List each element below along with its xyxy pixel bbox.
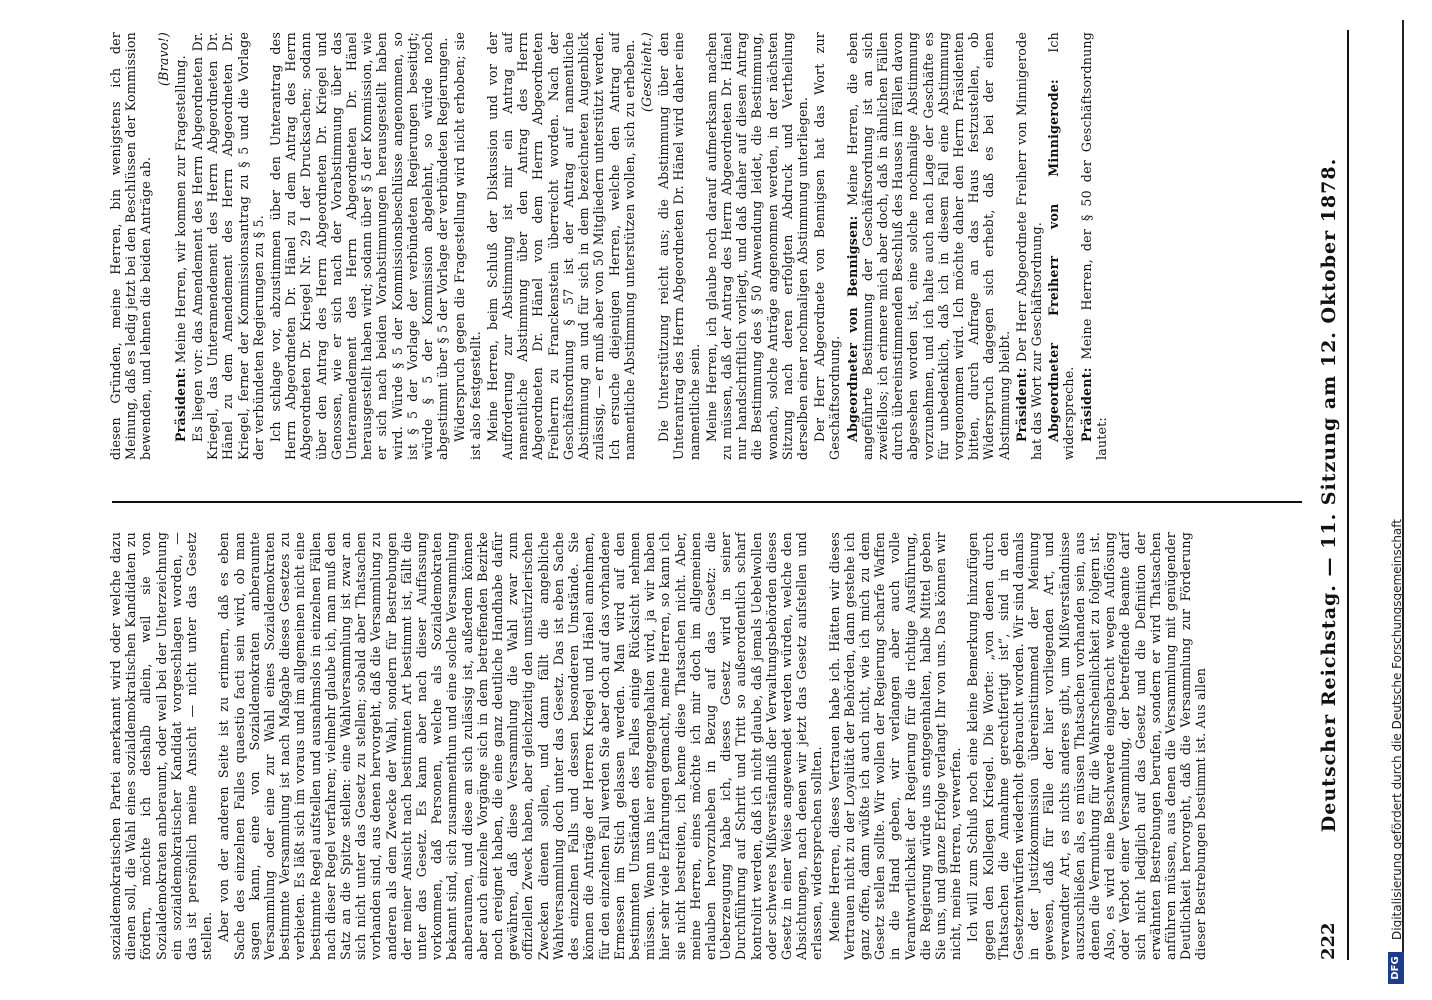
speaker-name: Präsident:	[172, 367, 188, 442]
stage-direction: (Bravo!)	[155, 32, 171, 86]
paragraph: Widerspruch gegen die Fragestellung wird nicht erhoben; sie ist also festgestellt.	[452, 32, 483, 460]
paragraph: Aber von der anderen Seite ist zu erinnern, daß es eben Sache des einzelnen Falles quaestio facti sein wird, ob man sagen kann, eine von Sozialdemokraten anberaumte Versammlung oder eine zur Wahl eines Sozialdemokraten bestimmte Versammlung ist nach Maßgabe dieses Gesetzes zu verbieten. Es läßt sich im voraus und im allgemeinen nicht eine bestimmte Regel aufstellen und ausnahmslos in einzelnen Fällen nach dieser Regel verfahren; vielmehr glaube ich, man muß den Satz an die Spitze stellen: eine Wahlversammlung ist zwar an sich nicht unter das Gesetz zu stellen; sobald aber Thatsachen vorhanden sind, aus denen hervorgeht, daß die Versammlung zu anderen als dem Zwecke der Wahl, sondern für Bestrebungen der meiner Ansicht nach bestimmten Art bestimmt ist, fällt die unter das Gesetz. Es kann aber nach dieser Auffassung vorkommen, daß Personen, welche als Sozialdemokraten bekannt sind, sich zusammenthun und eine solche Versammlung anberaumen, und diese an sich zulässig ist, außerdem können aber auch einzelne Vorgänge sich in dem betreffenden Bezirke noch ereignet haben, die eine ganz deutliche Handhabe dafür gewähren, daß diese Versammlung die Wahl zwar zum offiziellen Zweck haben, aber gleichzeitig den umstürzlerischen Zwecken dienen sollen, und dann fällt die angebliche Wahlversammlung doch unter das Gesetz. Das ist eben Sache des einzelnen Falls und dessen besonderen Umstände. Sie können die Anträge der Herren Kriegel und Hänel annehmen, für den einzelnen Fall werden Sie aber doch auf das vorhandene Ermessen im Stich gelassen werden. Man wird auf den bestimmten Umständen des Falles einige Rücksicht nehmen müssen. Wenn uns hier entgegengehalten wird, ja wir haben hier sehr viele Erfahrungen gemacht, meine Herren, so kann ich sie nicht bestreiten, ich kenne diese Thatsachen nicht. Aber, meine Herren, eines möchte ich mir doch im allgemeinen erlauben hervorzuheben in Bezug auf das Gesetz: die Ueberzeugung habe ich, dieses Gesetz wird in seiner Durchführung auf Schritt und Tritt so außerordentlich scharf kontrolirt werden, daß ich nicht glaube, daß jemals Uebelwollen oder schweres Mißverständniß der Verwaltungsbehörden dieses Gesetz in einer Weise angewendet werden würden, welche den Absichtungen, nach denen wir jetzt das Gesetz aufstellen und erlassen, widersprechen sollten.	[216, 532, 825, 960]
speaker-name: Präsident:	[1013, 367, 1029, 442]
dfg-logo: DFG	[1388, 952, 1404, 984]
paragraph: Meine Herren, dieses Vertrauen habe ich. Hätten wir dieses Vertrauen nicht zu der Loyalität der Behörden, dann gestehe ich ganz offen, dann wüßte ich auch nicht, wie ich mich zu dem Gesetz stellen sollte. Wir wollen der Regierung scharfe Waffen in die Hand geben, wir verlangen aber auch volle Verantwortlichkeit der Regierung für die richtige Ausführung, die Regierung würde uns entgegenhalten, halbe Mittel geben Sie uns, und ganze Erfolge verlangt Ihr von uns. Das können wir nicht, meine Herren, verwerfen.	[826, 532, 964, 960]
speech-text: Meine Herren, wir kommen zur Fragestellung.	[172, 55, 188, 364]
speaker-name: Abgeordneter Freiherr von Minnigerode:	[1046, 79, 1062, 442]
speech-paragraph	[173, 32, 188, 460]
paragraph: diesen Gründen, meine Herren, bin wenigstens ich der Meinung, daß es ledig jetzt bei den Beschlüssen der Kommission bewenden, und lehnen die beiden Anträge ab.	[108, 32, 154, 460]
speech-text: Der Herr Abgeordnete Freiherr von Minnigerode hat das Wort zur Geschäftsordnung.	[1013, 32, 1044, 460]
speech-paragraph	[1079, 32, 1109, 460]
speaker-name: Abgeordneter von Bennigsen:	[844, 215, 860, 442]
stage-direction: (Geschieht.)	[638, 32, 654, 113]
paragraph: Der Herr Abgeordnete von Bennigsen hat das Wort zur Geschäftsordnung.	[812, 32, 843, 460]
speaker-name: Präsident:	[1078, 367, 1094, 442]
paragraph: Meine Herren, beim Schluß der Diskussion und vor der Aufforderung zur Abstimmung ist mir ein Antrag auf namentliche Abstimmung über den Antrag des Herrn Abgeordneten Dr. Hänel von dem Herrn Abgeordneten Freiherrn zu Franckenstein überreicht worden. Nach der Geschäftsordnung § 57 ist der Antrag auf namentliche Abstimmung an und für sich in dem bezeichneten Augenblick zulässig, — er muß aber von 50 Mitgliedern unterstützt werden. Ich ersuche diejenigen Herren, welche den Antrag auf namentliche Abstimmung unterstützen wollen, sich zu erheben.	[484, 32, 637, 460]
paragraph: Ich will zum Schluß noch eine kleine Bemerkung hinzufügen gegen den Kollegen Kriegel. Die Worte: „von denen durch Thatsachen die Annahme gerechtfertigt ist“, sind in den Gesetzentwürfen wiederholt gebraucht worden. Wir sind damals in der Justizkommission übereinstimmend der Meinung gewesen, daß für Fälle der hier vorliegenden Art, und verwandter Art, es nichts anderes gibt, um Mißverständnisse auszuschließen als, es müssen Thatsachen vorhanden sein, aus denen die Vermuthung für die Wahrscheinlichkeit zu folgern ist. Also, es wird eine Beschwerde eingebracht wegen Auflösung oder Verbot einer Versammlung, der betreffende Beamte darf sich nicht lediglich auf das Gesetz und die Definition der erwähnten Bestrebungen berufen, sondern er wird Thatsachen anführen müssen, aus denen die Versammlung mit genügender Deutlichkeit hervorgeht, daß die Versammlung zur Förderung dieser Bestrebungen bestimmt ist. Aus allen	[965, 532, 1209, 960]
page-number: 222	[1318, 922, 1339, 960]
column-divider	[112, 501, 1302, 503]
paragraph: Es liegen vor: das Amendement des Herrn Abgeordneten Dr. Kriegel, das Unteramendement des Herrn Abgeordneten Dr. Hänel zu dem Amendement des Herrn Abgeordneten Dr. Kriegel, ferner der Kommissionsantrag zu § 5 und die Vorlage der verbündeten Regierungen zu § 5.	[190, 32, 266, 460]
header-rule	[1347, 30, 1349, 960]
speech-text: Ich widerspreche.	[1046, 32, 1077, 460]
paragraph: sozialdemokratischen Partei anerkannt wird oder welche dazu dienen soll, die Wahl eines sozialdemokratischen Kandidaten zu fördern, möchte ich deshalb allein, weil sie von Sozialdemokraten anberaumt, oder weil bei der Unterzeichnung ein sozialdemokratischer Kandidat vorgeschlagen worden, — das ist persönlich meine Ansicht — nicht unter das Gesetz stellen.	[108, 532, 215, 960]
page-title: Deutscher Reichstag. — 11. Sitzung am 12. Oktober 1878.	[1318, 157, 1340, 833]
text-column-left	[108, 532, 1308, 960]
speech-paragraph	[1046, 32, 1076, 460]
paragraph: Ich schlage vor, abzustimmen über den Unterantrag des Herrn Abgeordneten Dr. Hänel zu dem Antrag des Herrn Abgeordneten Dr. Kriegel Nr. 29 I der Drucksachen; sodann über den Antrag des Herrn Abgeordneten Dr. Kriegel und Genossen, wie er sich nach der Vorabstimmung über das Unteramendement des Herrn Abgeordneten Dr. Hänel herausgestellt haben wird; sodann über § 5 der Kommission, wie er sich nach beiden Vorabstimmungen herausgestellt haben wird. Würde § 5 der Kommissionsbeschlüsse angenommen, so ist § 5 der Vorlage der verbündeten Regierungen beseitigt; würde § 5 der Kommission abgelehnt, so würde noch abgestimmt über § 5 der Vorlage der verbündeten Regierungen.	[268, 32, 451, 460]
digitization-note: Digitalisierung gefördert durch die Deutsche Forschungsgemeinschaft	[1390, 518, 1404, 940]
paragraph: Die Unterstützung reicht aus; die Abstimmung über den Unterantrag des Herrn Abgeordneten Dr. Hänel wird daher eine namentliche sein.	[656, 32, 702, 460]
speech-text: Meine Herren, der § 50 der Geschäftsordnung lautet:	[1078, 32, 1109, 460]
speech-text: Meine Herren, die eben angeführte Bestimmung der Geschäftsordnung ist an sich zweifellos; ich erinnere mich aber doch, daß in ähnlichen Fällen durch übereinstimmenden Beschluß des Hauses im Fällen davon abgesehen worden ist, eine solche nochmalige Abstimmung vorzunehmen, und ich halte auch nach Lage der Geschäfte es für unbedenklich, daß ich in diesem Fall eine Abstimmung vorgenommen wird. Ich möchte daher den Herrn Präsidenten bitten, durch Anfrage an das Haus festzustellen, ob Widerspruch dagegen sich erhebt, daß es bei der einen Abstimmung bleibt.	[844, 32, 1012, 460]
speech-paragraph	[1014, 32, 1044, 460]
speech-paragraph	[845, 32, 1012, 460]
text-column-right	[108, 32, 1308, 460]
page-header	[1318, 30, 1344, 960]
paragraph: Meine Herren, ich glaube noch darauf aufmerksam machen zu müssen, daß der Antrag des Herrn Abgeordneten Dr. Hänel nur handschriftlich vorliegt, und daß daher auf diesen Antrag die Bestimmung des § 50 Anwendung leidet, die Bestimmung, wonach, solche Anträge angenommen werden, in der nächsten Sitzung nach deren erfolgten Abdruck und Vertheilung derselben einer nochmaligen Abstimmung unterliegen.	[703, 32, 810, 460]
